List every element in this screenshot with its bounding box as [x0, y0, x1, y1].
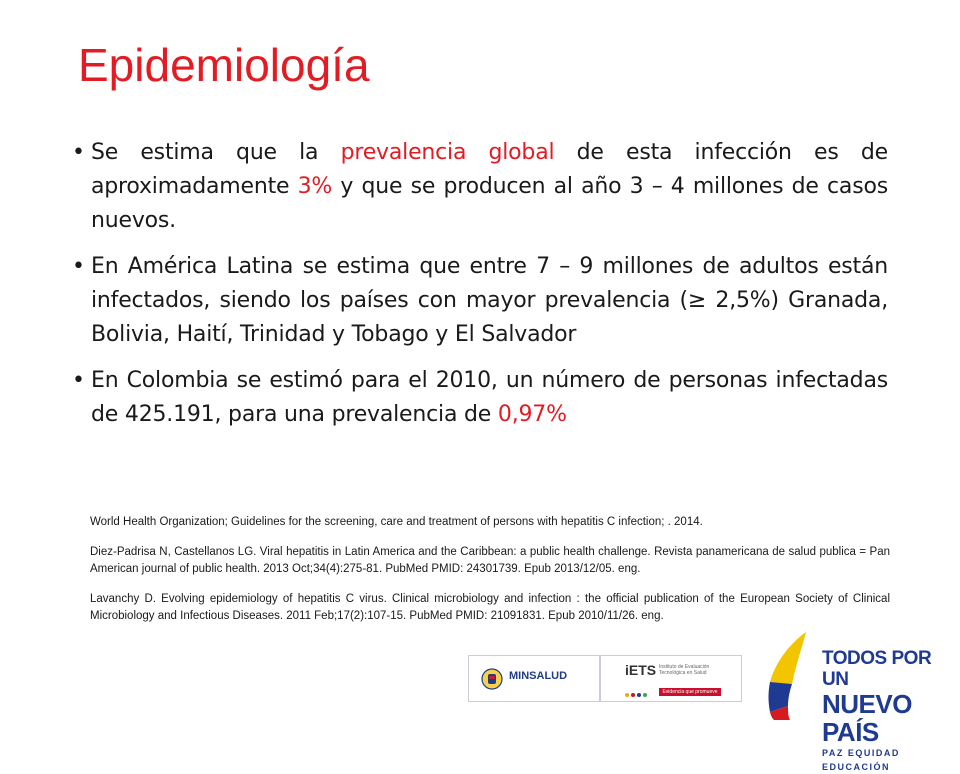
- bullet-list: [72, 136, 888, 444]
- bullet-item: [72, 136, 888, 238]
- bullet-text: En América Latina se estima que entre 7 – 9 millones de adultos están infectados, siendo los países con mayor prevalencia (≥ 2,5%) Granada, Bolivia, Haití, Trinidad y Tobago y El Salvador: [91, 254, 888, 347]
- iets-label: iETS: [625, 662, 657, 678]
- slide-title: Epidemiología: [78, 39, 370, 91]
- reference-item: World Health Organization; Guidelines for the screening, care and treatment of persons with hepatitis C infection; . 2014.: [90, 516, 703, 528]
- references: [90, 514, 890, 638]
- highlighted-text: 0,97%: [497, 402, 567, 427]
- minsalud-label: MINSALUD: [509, 670, 568, 682]
- bullet-text: y que se producen al año 3 – 4 millones de casos nuevos.: [91, 174, 888, 233]
- iets-subtitle: Instituto de Evaluación Tecnológica en Salud: [659, 664, 710, 676]
- minsalud-logo: [468, 655, 600, 702]
- bullet-text: de esta infección es de aproximadamente: [91, 140, 888, 199]
- bullet-item: [72, 250, 888, 352]
- bullet-item: [72, 364, 888, 432]
- reference-item: Lavanchy D. Evolving epidemiology of hepatitis C virus. Clinical microbiology and infection : the official publication of the European Society of Clinical Microbiology and Infectious Diseases. 2011 Feb;17(2):107-15. PubMed PMID: 21091831. Epub 2010/11/26. eng.: [90, 593, 890, 622]
- partner-logos: [468, 655, 740, 702]
- highlighted-text: 3%: [297, 174, 333, 199]
- slogan-line-3: PAZ EQUIDAD EDUCACIÓN: [822, 748, 900, 772]
- slogan-line-2: NUEVO PAÍS: [822, 689, 912, 747]
- government-slogan: [822, 648, 952, 774]
- bullet-text: Se estima que la: [91, 140, 341, 165]
- coat-of-arms-icon: [481, 668, 503, 690]
- reference-item: Diez-Padrisa N, Castellanos LG. Viral hepatitis in Latin America and the Caribbean: a public health challenge. Revista panamericana de salud publica = Pan American journal of public health. 2013 Oct;34(4):275-81. PubMed PMID: 24301739. Epub 2013/12/05. eng.: [90, 546, 890, 575]
- colombia-flag-icon: [762, 632, 828, 720]
- highlighted-text: prevalencia global: [340, 140, 555, 165]
- iets-logo: [600, 655, 742, 702]
- iets-dots-icon: [625, 682, 649, 701]
- iets-tagline: Evidencia que promueve Confianza: [659, 688, 721, 696]
- bullet-text: En Colombia se estimó para el 2010, un número de personas infectadas de 425.191, para una prevalencia de: [91, 368, 888, 427]
- slogan-line-1: TODOS POR UN: [822, 648, 932, 690]
